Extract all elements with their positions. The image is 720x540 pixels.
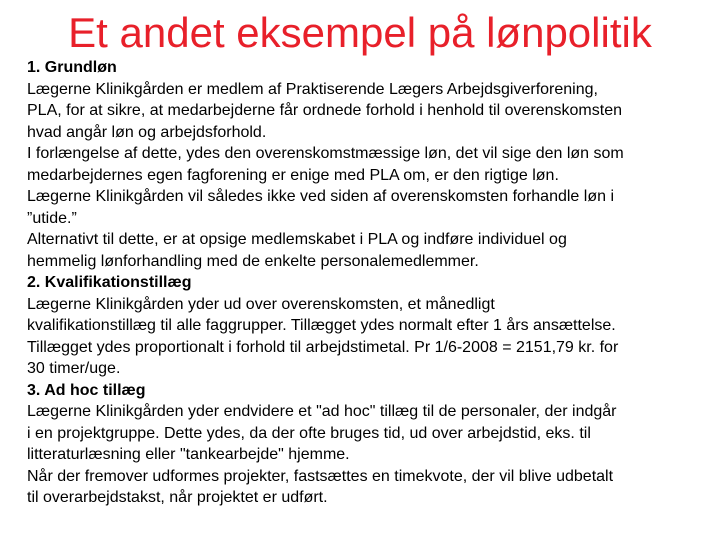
body-text-line: medarbejdernes egen fagforening er enige med PLA om, er den rigtige løn.: [27, 166, 559, 184]
body-text-line: 30 timer/uge.: [27, 360, 121, 377]
body-text-line: i en projektgruppe. Dette ydes, da der ofte bruges tid, ud over arbejdstid, eks. til: [27, 424, 591, 442]
body-text-line: hemmelig lønforhandling med de enkelte personalemedlemmer.: [27, 252, 479, 270]
body-text-line: Lægerne Klinikgården er medlem af Praktiserende Lægers Arbejdsgiverforening,: [27, 80, 598, 98]
body-text-line: kvalifikationstillæg til alle faggrupper. Tillægget ydes normalt efter 1 års ansættelse.: [27, 317, 616, 334]
body-text-line: Lægerne Klinikgården yder endvidere et "ad hoc" tillæg til de personaler, der indgår: [27, 403, 617, 420]
body-text-line: hvad angår løn og arbejdsforhold.: [27, 123, 267, 141]
section-heading: 2. Kvalifikationstillæg: [27, 274, 192, 291]
body-text-line: Tillægget ydes proportionalt i forhold til arbejdstimetal. Pr 1/6-2008 = 2151,79 kr. for: [27, 338, 619, 356]
body-text-line: I forlængelse af dette, ydes den overenskomstmæssige løn, det vil sige den løn som: [27, 145, 624, 162]
slide-body: [27, 57, 717, 509]
body-text-line: Lægerne Klinikgården yder ud over overenskomsten, et månedligt: [27, 295, 495, 313]
body-text-line: Når der fremover udformes projekter, fastsættes en timekvote, der vil blive udbetalt: [27, 467, 614, 485]
section-heading: 3. Ad hoc tillæg: [27, 381, 146, 399]
section-heading: 1. Grundløn: [27, 59, 117, 76]
body-text-line: ”utide.”: [27, 209, 77, 227]
slide-title: Et andet eksempel på lønpolitik: [68, 9, 652, 56]
body-text-line: Alternativt til dette, er at opsige medlemskabet i PLA og indføre individuel og: [27, 231, 567, 248]
body-text-line: Lægerne Klinikgården vil således ikke ved siden af overenskomsten forhandle løn i: [27, 188, 614, 205]
body-text-line: litteraturlæsning eller "tankearbejde" hjemme.: [27, 446, 350, 463]
body-text-line: til overarbejdstakst, når projektet er udført.: [27, 489, 328, 506]
body-text-line: PLA, for at sikre, at medarbejderne får ordnede forhold i henhold til overenskomsten: [27, 102, 622, 119]
